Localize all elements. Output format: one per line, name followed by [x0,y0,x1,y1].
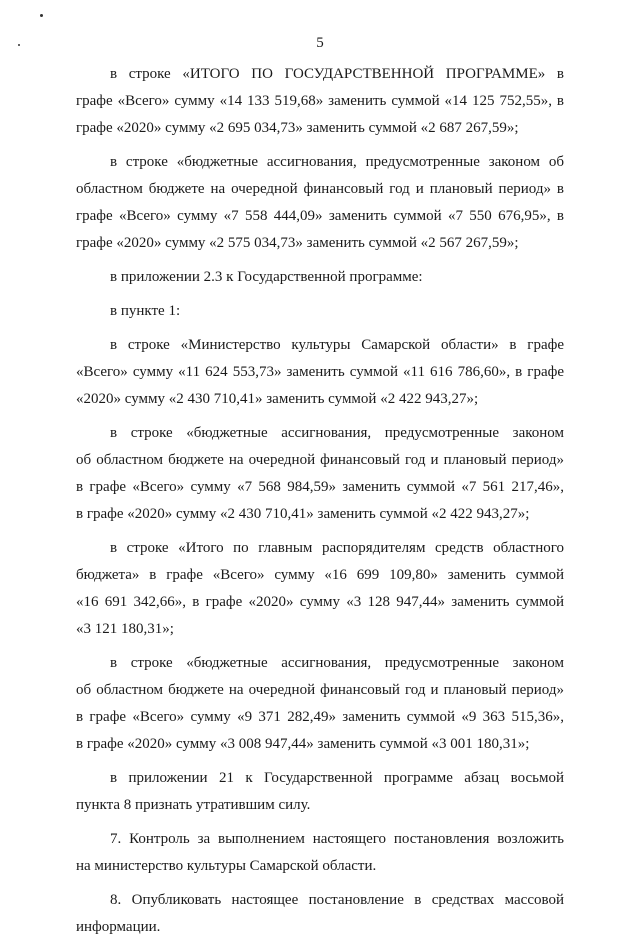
text-line: «3 121 180,31»; [76,621,174,637]
paragraph [76,765,564,819]
document-body [76,61,564,948]
text-line: об областном бюджете на очередной финансовый год и плановый период» [76,452,564,468]
paragraph [76,887,564,941]
text-line: в графе «Всего» сумму «9 371 282,49» заменить суммой «9 363 515,36», [76,709,564,725]
text-line: в строке «бюджетные ассигнования, предусмотренные законом [110,655,564,671]
text-line: графе «Всего» сумму «14 133 519,68» заменить суммой «14 125 752,55», в [76,93,564,109]
text-line: в графе «2020» сумму «3 008 947,44» заменить суммой «3 001 180,31»; [76,736,530,752]
text-line: в строке «ИТОГО ПО ГОСУДАРСТВЕННОЙ ПРОГРАММЕ» в [110,66,564,82]
text-line: в строке «бюджетные ассигнования, предусмотренные законом об [110,154,564,170]
text-line: в строке «Министерство культуры Самарской области» в графе [110,337,564,353]
text-line: графе «2020» сумму «2 575 034,73» заменить суммой «2 567 267,59»; [76,235,519,251]
text-line: графе «2020» сумму «2 695 034,73» заменить суммой «2 687 267,59»; [76,120,519,136]
paragraph [76,298,564,325]
text-line: графе «Всего» сумму «7 558 444,09» заменить суммой «7 550 676,95», в [76,208,564,224]
text-line: в пункте 1: [110,303,181,319]
text-line: бюджета» в графе «Всего» сумму «16 699 109,80» заменить суммой [76,567,564,583]
text-line: об областном бюджете на очередной финансовый год и плановый период» [76,682,564,698]
paragraph [76,61,564,142]
text-line: в графе «Всего» сумму «7 568 984,59» заменить суммой «7 561 217,46», [76,479,564,495]
text-line: областном бюджете на очередной финансовый год и плановый период» в [76,181,564,197]
text-line: в приложении 2.3 к Государственной программе: [110,269,423,285]
text-line: на министерство культуры Самарской области. [76,858,377,874]
paragraph [76,264,564,291]
text-line: в строке «бюджетные ассигнования, предусмотренные законом [110,425,564,441]
text-line: в приложении 21 к Государственной программе абзац восьмой [110,770,564,786]
text-line: 7. Контроль за выполнением настоящего постановления возложить [110,831,564,847]
paragraph [76,332,564,413]
text-line: «Всего» сумму «11 624 553,73» заменить суммой «11 616 786,60», в графе [76,364,564,380]
page-number: 5 [316,35,324,51]
paragraph [76,826,564,880]
paragraph [76,420,564,528]
paragraph [76,149,564,257]
paragraph [76,535,564,643]
scan-speck [40,14,43,17]
text-line: в графе «2020» сумму «2 430 710,41» заменить суммой «2 422 943,27»; [76,506,530,522]
text-line: пункта 8 признать утратившим силу. [76,797,311,813]
text-line: 8. Опубликовать настоящее постановление в средствах массовой [110,892,564,908]
text-line: информации. [76,919,161,935]
text-line: «16 691 342,66», в графе «2020» сумму «3 128 947,44» заменить суммой [76,594,564,610]
text-line: в строке «Итого по главным распорядителям средств областного [110,540,564,556]
paragraph [76,650,564,758]
text-line: «2020» сумму «2 430 710,41» заменить суммой «2 422 943,27»; [76,391,479,407]
